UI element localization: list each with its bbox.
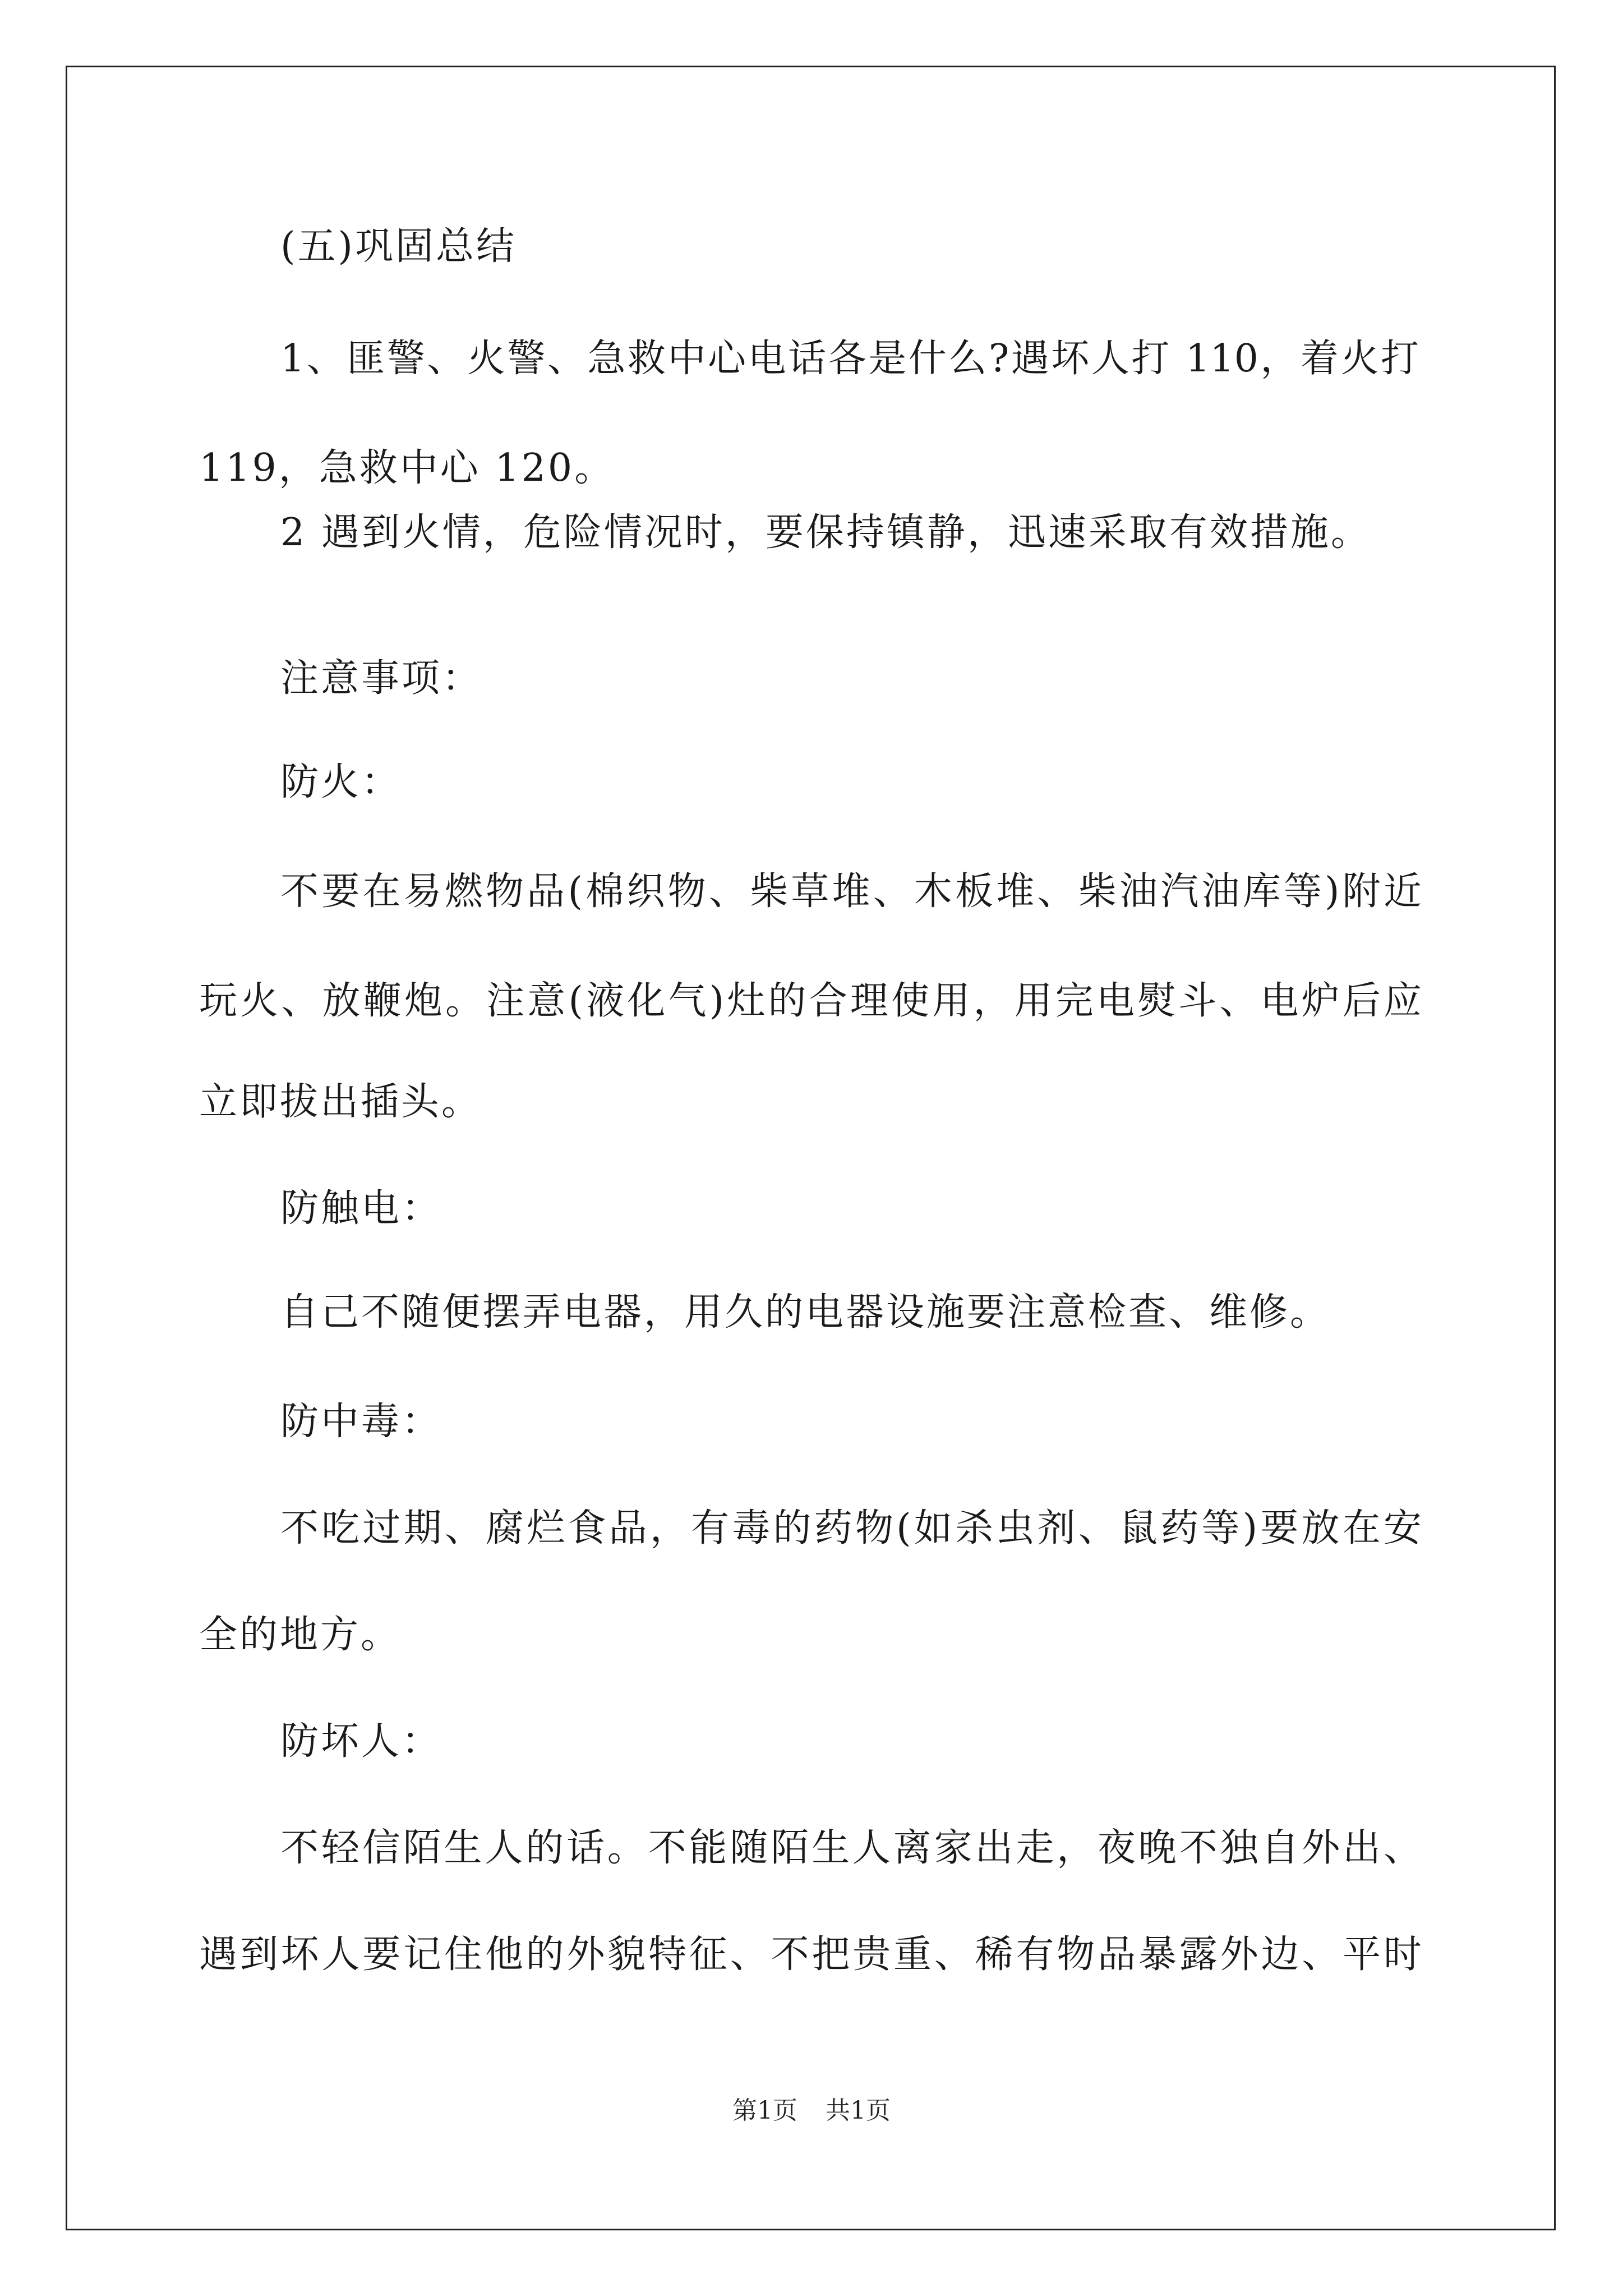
page-footer	[0, 2095, 1623, 2127]
page-border	[66, 66, 1556, 2230]
paragraph-line: 119，急救中心 120。	[199, 446, 615, 490]
page-number-total: 共1页	[826, 2096, 891, 2125]
subheading: 防坏人：	[280, 1719, 442, 1764]
paragraph-line: 遇到坏人要记住他的外貌特征、不把贵重、稀有物品暴露外边、平时	[199, 1932, 1422, 1977]
page-number-current: 第1页	[732, 2096, 797, 2125]
subheading: 防触电：	[280, 1186, 442, 1231]
paragraph-line: 1、匪警、火警、急救中心电话各是什么?遇坏人打 110，着火打	[280, 337, 1419, 381]
paragraph-line: 全的地方。	[199, 1613, 402, 1657]
paragraph-line: 玩火、放鞭炮。注意(液化气)灶的合理使用，用完电熨斗、电炉后应	[199, 979, 1422, 1023]
paragraph-line: 不轻信陌生人的话。不能随陌生人离家出走，夜晚不独自外出、	[280, 1826, 1422, 1870]
paragraph-line: 不吃过期、腐烂食品，有毒的药物(如杀虫剂、鼠药等)要放在安	[280, 1506, 1422, 1550]
subheading: 防火：	[280, 760, 402, 804]
paragraph-line: 不要在易燃物品(棉织物、柴草堆、木板堆、柴油汽油库等)附近	[280, 869, 1422, 914]
subheading: 注意事项：	[280, 656, 483, 701]
section-heading: (五)巩固总结	[280, 224, 517, 269]
paragraph-line: 2 遇到火情，危险情况时，要保持镇静，迅速采取有效措施。	[280, 510, 1371, 555]
subheading: 防中毒：	[280, 1400, 442, 1444]
paragraph-line: 自己不随便摆弄电器，用久的电器设施要注意检查、维修。	[280, 1290, 1331, 1335]
paragraph-line: 立即拔出插头。	[199, 1080, 482, 1124]
